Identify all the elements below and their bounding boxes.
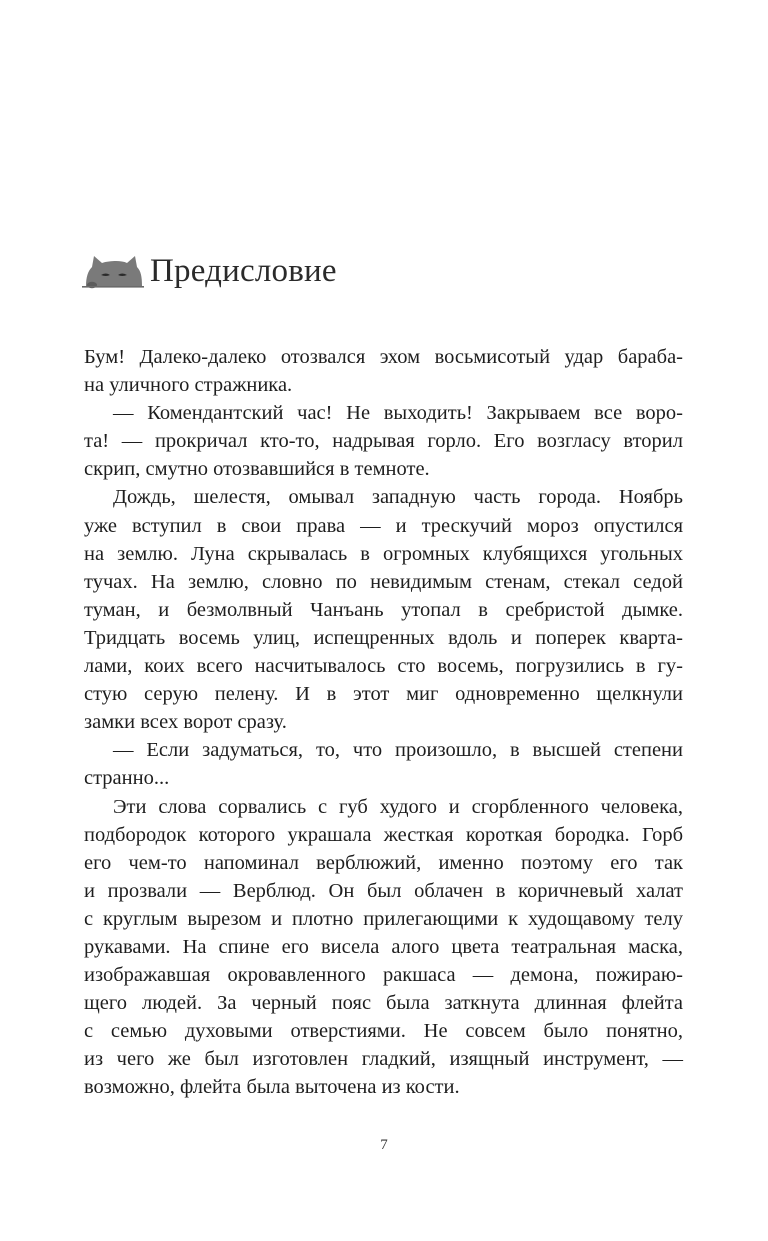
chapter-heading [82,246,337,296]
text-line: подбородок которого украшала жесткая короткая бородка. Горб [84,823,683,846]
text-line: с семью духовыми отверстиями. Не совсем было понятно, [84,1020,683,1043]
text-line: странно... [84,767,170,790]
text-line: щего людей. За черный пояс была заткнута длинная флейта [84,992,683,1015]
text-line: изображавшая окровавленного ракшаса — демона, пожираю- [84,964,683,987]
text-line: на землю. Луна скрывалась в огромных клубящихся угольных [84,542,683,565]
text-line: его чем-то напоминал верблюжий, именно поэтому его так [84,851,683,874]
text-line: с круглым вырезом и плотно прилегающими к худощавому телу [84,907,683,930]
chapter-title: Предисловие [150,252,337,289]
text-line: туман, и безмолвный Чанъань утопал в сребристой дымке. [84,598,683,621]
text-line: на уличного стражника. [84,374,293,397]
text-line: — Комендантский час! Не выходить! Закрываем все воро- [113,402,683,425]
text-line: Тридцать восемь улиц, испещренных вдоль и поперек кварта- [84,626,683,649]
text-line: скрип, смутно отозвавшийся в темноте. [84,458,430,481]
text-line: рукавами. На спине его висела алого цвета театральная маска, [84,935,683,958]
text-line: из чего же был изготовлен гладкий, изящный инструмент, — [84,1048,683,1071]
text-line: возможно, флейта была выточена из кости. [84,1076,460,1099]
page-number: 7 [380,1137,388,1153]
text-line: Эти слова сорвались с губ худого и сгорбленного человека, [113,795,683,818]
cat-peeking-icon [82,253,144,289]
text-line: замки всех ворот сразу. [84,711,287,734]
text-line: тучах. На землю, словно по невидимым стенам, стекал седой [84,570,683,593]
text-line: Бум! Далеко-далеко отозвался эхом восьмисотый удар бараба- [84,346,683,368]
text-line: — Если задуматься, то, что произошло, в высшей степени [113,739,683,762]
text-line: лами, коих всего насчитывалось сто восемь, погрузились в гу- [84,655,683,678]
text-line: Дождь, шелестя, омывал западную часть города. Ноябрь [113,486,683,509]
body-text [84,343,683,1102]
text-line: стую серую пелену. И в этот миг одновременно щелкнули [84,683,683,706]
text-line: и прозвали — Верблюд. Он был облачен в коричневый халат [84,879,683,902]
text-line: уже вступил в свои права — и трескучий мороз опустился [84,514,683,537]
text-line: та! — прокричал кто-то, надрывая горло. Его возгласу вторил [84,430,683,453]
